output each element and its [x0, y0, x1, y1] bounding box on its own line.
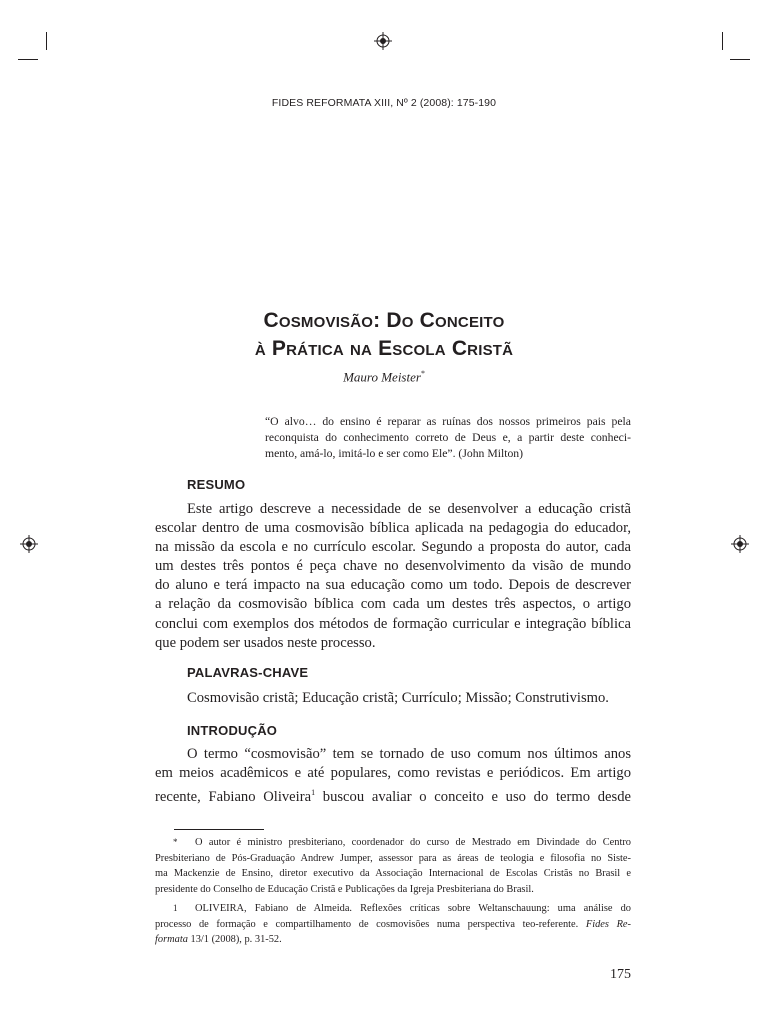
section-heading-resumo: RESUMO — [187, 477, 246, 492]
footnote-text: 13/1 (2008), p. 31-52. — [187, 934, 282, 946]
footnote-1 — [155, 901, 631, 948]
author-name — [0, 369, 768, 385]
section-heading-introducao: INTRODUÇÃO — [187, 723, 278, 738]
keywords-paragraph — [155, 689, 631, 708]
section-heading-palavras-chave: PALAVRAS-CHAVE — [187, 665, 309, 680]
footnote-text: OLIVEIRA, Fabiano de Almeida. Reflexões críticas sobre Weltanschauung: uma análise do — [195, 903, 631, 914]
footnote-line — [155, 901, 631, 917]
crop-mark-top-left-vertical — [46, 32, 47, 50]
text-line: a relação da cosmovisão bíblica com cada um destes três aspectos, o artigo — [155, 596, 631, 613]
epigraph-line: mento, amá-lo, imitá-lo e ser como Ele”. (John Milton) — [265, 447, 524, 460]
page-number: 175 — [610, 967, 631, 982]
text-line: do aluno e terá impacto na sua educação como um todo. Depois de descrever — [155, 577, 631, 594]
footnote-separator — [174, 829, 264, 830]
footnote-text: processo de formação e compartilhamento de cosmovisões numa perspectiva teo-referente. — [155, 918, 586, 930]
text-line — [155, 783, 631, 806]
text-fragment: buscou avaliar o conceito e uso do termo desde — [315, 789, 631, 806]
introduction-paragraph — [155, 745, 631, 806]
footnote-author — [155, 835, 631, 897]
footnote-line: presidente do Conselho de Educação Cristã e Publicações da Igreja Presbiteriana do Brasil. — [155, 883, 534, 895]
footnote-mark: 1 — [173, 903, 178, 913]
footnote-line — [155, 835, 631, 851]
epigraph-line: “O alvo… do ensino é reparar as ruínas dos nossos primeiros pais pela — [265, 415, 631, 428]
author-footnote-mark: * — [420, 369, 425, 378]
footnote-reference: 1 — [311, 788, 316, 798]
footnote-mark: * — [173, 837, 178, 847]
journal-title: Fides Re- — [585, 918, 631, 930]
registration-mark-icon — [20, 535, 38, 553]
crop-mark-top-right-vertical — [722, 32, 723, 50]
text-line: um destes três pontos é peça chave no desenvolvimento da visão de mundo — [155, 558, 631, 575]
journal-title: formata — [155, 934, 188, 946]
article-title-line-1: Cosmovisão: Do Conceito — [263, 309, 505, 332]
text-line: em meios acadêmicos e até populares, como revistas e periódicos. Em artigo — [155, 765, 631, 782]
keywords-line: Cosmovisão cristã; Educação cristã; Currículo; Missão; Construtivismo. — [187, 690, 609, 706]
text-line: na missão da escola e no currículo escolar. Segundo a proposta do autor, cada — [155, 539, 631, 556]
epigraph-line: reconquista do conhecimento correto de Deus e, a partir deste conheci- — [265, 431, 631, 444]
registration-mark-icon — [731, 535, 749, 553]
running-header: FIDES REFORMATA XIII, Nº 2 (2008): 175-190 — [271, 97, 497, 109]
text-line: Este artigo descreve a necessidade de se desenvolver a educação cristã — [187, 501, 631, 517]
author-name-text: Mauro Meister — [343, 369, 421, 385]
crop-mark-top-right-horizontal — [730, 59, 750, 60]
footnote-line: ma Mackenzie de Ensino, diretor executivo da Associação Internacional de Escolas Cristãs no Brasil e — [155, 868, 631, 880]
text-line: conclui com exemplos dos métodos de formação curricular e integração bíblica — [155, 615, 631, 632]
text-line: escolar dentro de uma cosmovisão bíblica aplicada na pedagogia do educador, — [155, 520, 631, 537]
article-title-line-2: à Prática na Escola Cristã — [254, 337, 514, 360]
abstract-paragraph — [155, 500, 631, 653]
crop-mark-top-left-horizontal — [18, 59, 38, 60]
epigraph — [265, 414, 631, 462]
text-line: O termo “cosmovisão” tem se tornado de uso comum nos últimos anos — [187, 746, 631, 762]
footnote-line — [155, 932, 631, 948]
text-fragment: recente, Fabiano Oliveira — [155, 789, 312, 806]
footnote-text: O autor é ministro presbiteriano, coordenador do curso de Mestrado em Divindade do Centro — [195, 837, 631, 848]
text-line: que podem ser usados neste processo. — [155, 634, 376, 651]
footnote-line — [155, 917, 631, 933]
registration-mark-icon — [374, 32, 392, 50]
footnote-line: Presbiteriano de Pós-Graduação Andrew Jumper, assessor para as áreas de teologia e filosofia no Siste- — [155, 852, 631, 864]
